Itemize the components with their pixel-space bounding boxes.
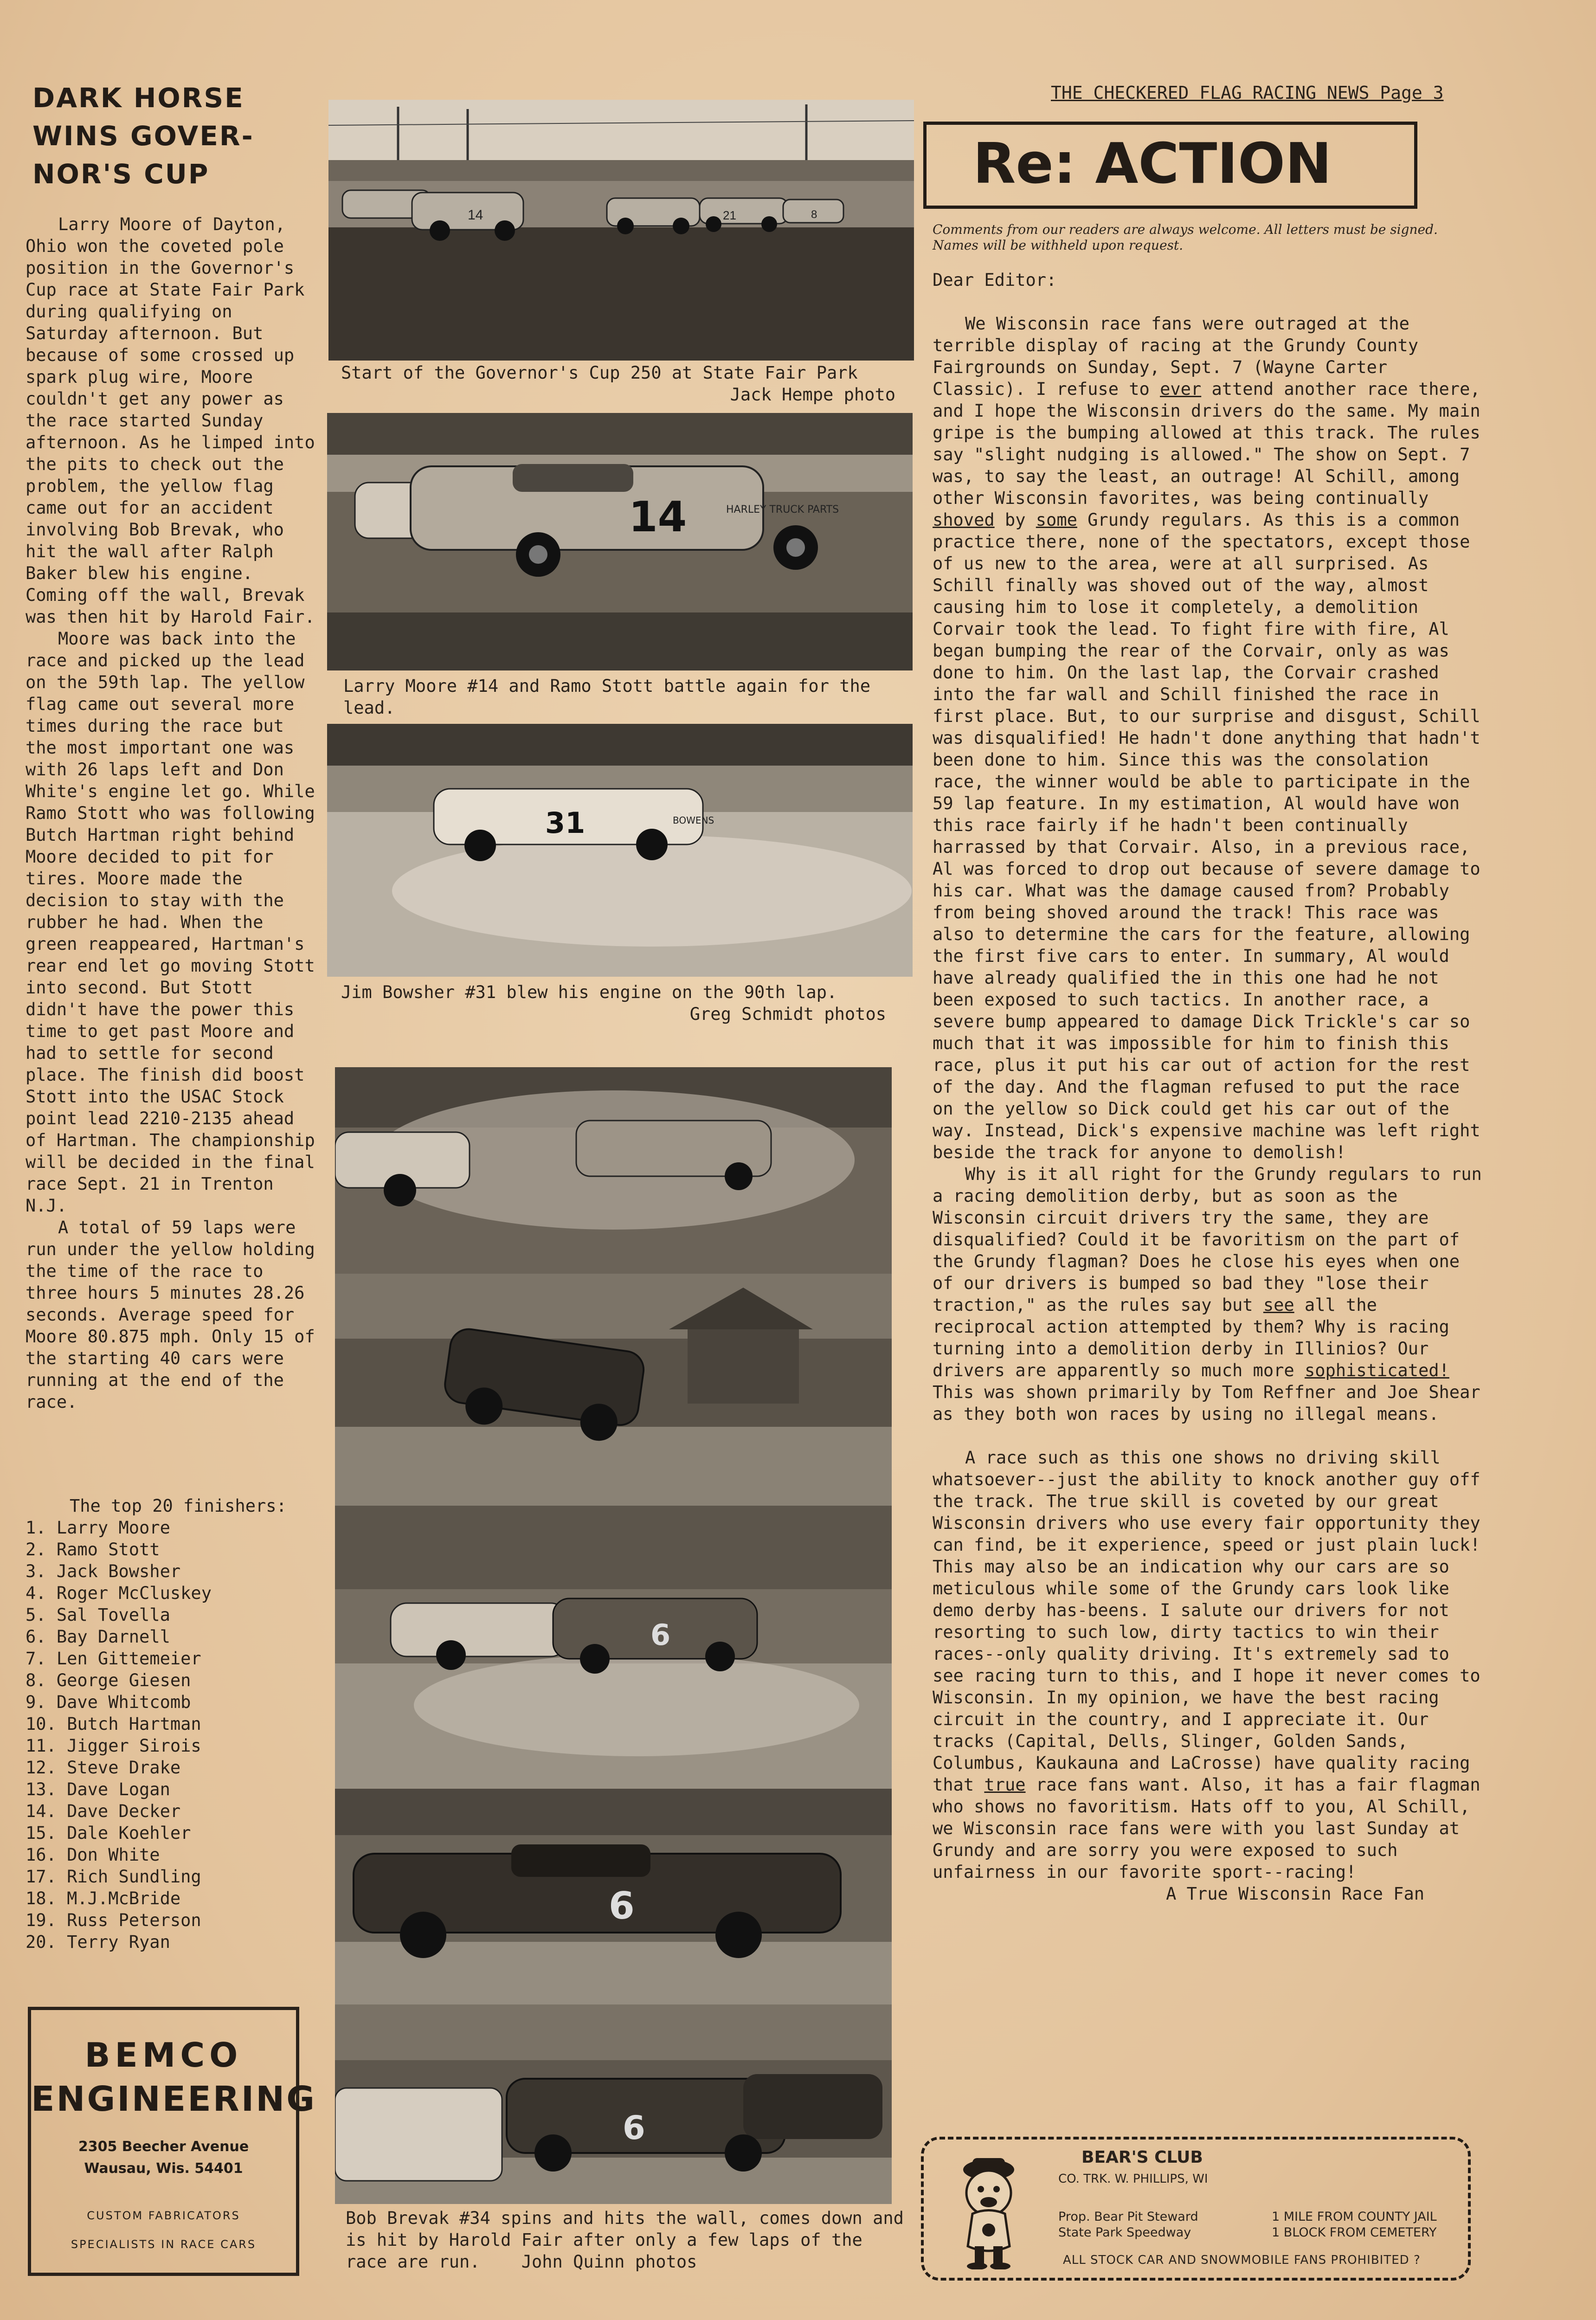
car-sponsor: HARLEY TRUCK PARTS bbox=[726, 504, 839, 516]
photo-sequence-4 bbox=[335, 1789, 892, 2004]
letter-body bbox=[933, 269, 1485, 1905]
finisher: 10. Butch Hartman bbox=[26, 1714, 201, 1734]
car-number: 8 bbox=[811, 208, 817, 221]
finisher: 4. Roger McCluskey bbox=[26, 1583, 212, 1603]
photo-caption bbox=[341, 362, 916, 406]
bears-club-title: BEAR'S CLUB bbox=[1081, 2148, 1203, 2167]
car-sponsor: BOWENS bbox=[673, 815, 714, 826]
photo-moore-stott bbox=[327, 413, 913, 670]
finisher: 11. Jigger Sirois bbox=[26, 1736, 201, 1756]
article-headline bbox=[32, 79, 292, 193]
finisher: 7. Len Gittemeier bbox=[26, 1649, 201, 1669]
car-number: 6 bbox=[623, 2109, 645, 2147]
photo-bowsher bbox=[327, 724, 913, 977]
photo-credit: John Quinn photos bbox=[521, 2252, 697, 2272]
finisher: 3. Jack Bowsher bbox=[26, 1561, 181, 1581]
photo-caption: Larry Moore #14 and Ramo Stott battle again for the lead. bbox=[343, 676, 871, 718]
bear-mascot-icon bbox=[945, 2156, 1037, 2269]
car-number: 14 bbox=[468, 207, 483, 223]
letter-salutation: Dear Editor: bbox=[933, 270, 1057, 290]
finisher: 9. Dave Whitcomb bbox=[26, 1692, 191, 1712]
article-paragraph: Larry Moore of Dayton, Ohio won the coveted pole position in the Governor's Cup race at State Fair Park during qualifying on Saturday afternoon. But because of some crossed up spark plug wire, Moore couldn't get any power as the race started Sunday afternoon. As he limped into the pits to check out the problem, the yellow flag came out for an accident involving Bob Brevak, who hit the wall after Ralph Baker blew his engine. Coming off the wall, Brevak was then hit by Harold Fair. bbox=[26, 214, 315, 627]
finisher: 19. Russ Peterson bbox=[26, 1910, 201, 1930]
bemco-ad bbox=[28, 2007, 316, 2276]
finisher: 8. George Giesen bbox=[26, 1670, 191, 1690]
letter-paragraph: A race such as this one shows no driving skill whatsoever--just the ability to knock another guy off the track. The true skill is coveted by our great Wisconsin drivers who use every fair opportunity they can find, be it experience, speed or just plain luck! This may also be an indication why our cars are so meticulous while some of the Grundy cars look like demo derby has-beens. I salute our drivers for not resorting to such low, dirty tactics to win their races--only quality driving. It's extremely sad to see racing turn to this, and I hope it never comes to Wisconsin. In my opinion, we have the best racing circuit in the country, and I appreciate it. Our tracks (Capital, Dells, Slinger, Golden Sands, Columbus, Kaukauna and LaCrosse) have quality racing that true race fans want. Also, it has a fair flagman who shows no favoritism. Hats off to you, Al Schill, we Wisconsin race fans were with you last Sunday at Grundy and are sorry you were exposed to such unfairness in our favorite sport--racing! bbox=[933, 1448, 1480, 1882]
photo-caption bbox=[341, 981, 912, 1025]
photo-sequence-5 bbox=[335, 2004, 892, 2204]
photo-credit: Greg Schmidt photos bbox=[689, 1004, 886, 1024]
photo-sequence-3 bbox=[335, 1506, 892, 1789]
finisher: 16. Don White bbox=[26, 1845, 160, 1865]
caption-text: Jim Bowsher #31 blew his engine on the 90th lap. bbox=[341, 982, 837, 1002]
bears-club-ad bbox=[921, 2137, 1471, 2281]
letters-title: Re: ACTION bbox=[923, 122, 1417, 209]
finisher: 2. Ramo Stott bbox=[26, 1540, 160, 1560]
photo-credit: Jack Hempe photo bbox=[730, 385, 895, 405]
caption-text: Bob Brevak #34 spins and hits the wall, comes down and is hit by Harold Fair after only a few laps of the race are run. bbox=[346, 2208, 904, 2272]
car-number: 6 bbox=[609, 1884, 635, 1927]
car-number: 31 bbox=[545, 806, 586, 840]
article-paragraph: Moore was back into the race and picked up the lead on the 59th lap. The yellow flag came out several more times during the race but the most important one was with 26 laps left and Don White's engine let go. While Ramo Stott who was following Butch Hartman right behind Moore decided to pit for tires. Moore made the decision to stay with the rubber he had. When the green reappeared, Hartman's rear end let go moving Stott into second. But Stott didn't have the power this time to get past Moore and had to settle for second place. The finish did boost Stott into the USAC Stock point lead 2210-2135 ahead of Hartman. The championship will be decided in the final race Sept. 21 in Trenton N.J. bbox=[26, 629, 315, 1216]
bemco-slogan-2: SPECIALISTS IN RACE CARS bbox=[71, 2238, 257, 2251]
photo-sequence-1 bbox=[335, 1067, 892, 1274]
caption-text: Start of the Governor's Cup 250 at State Fair Park bbox=[341, 363, 858, 383]
bemco-address: 2305 Beecher Avenue bbox=[78, 2139, 249, 2155]
finisher: 12. Steve Drake bbox=[26, 1758, 181, 1778]
bears-club-warning: ALL STOCK CAR AND SNOWMOBILE FANS PROHIBITED ? bbox=[1063, 2253, 1421, 2267]
letter-paragraph: We Wisconsin race fans were outraged at the terrible display of racing at the Grundy County Fairgrounds on Sunday, Sept. 7 (Wayne Carter Classic). I refuse to ever attend another race there, and I hope the Wisconsin drivers do the same. My main gripe is the bumping allowed at this track. The rules say "slight nudging is allowed." The show on Sept. 7 was, to say the least, an outrage! Al Schill, among other Wisconsin favorites, was being continually shoved by some Grundy regulars. As this is a common practice there, none of the spectators, except those of us new to the area, were at all surprised. As Schill finally was shoved out of the way, almost causing him to lose it completely, a demolition Corvair took the lead. To fight fire with fire, Al began bumping the rear of the Corvair, only as was done to him. On the last lap, the Corvair crashed into the far wall and Schill finished the race in first place. But, to our surprise and disgust, Schill was disqualified! He hadn't done anything that hadn't been done to him. Since this was the consolation race, the winner would be able to participate in the 59 lap feature. In my estimation, Al would have won this race fairly if he hadn't been continually harrassed by that Corvair. Also, in a previous race, Al was forced to drop out because of severe damage to his car. What was the damage caused from? Probably from being shoved around the track! This race was also to determine the cars for the feature, allowing the first five cars to enter. In summary, Al would have already qualified the in this one had he not been exposed to such tactics. In another race, a severe bump appeared to damage Dick Trickle's car so much that it was impossible for him to finish this race, plus it put his car out of action for the rest of the day. And the flagman refused to put the race on the yellow so Dick could get his car out of the way. Instead, Dick's expensive machine was left right beside the track for anyone to demolish! bbox=[933, 314, 1480, 1162]
finisher: 15. Dale Koehler bbox=[26, 1823, 191, 1843]
headline-line: DARK HORSE bbox=[32, 82, 245, 114]
finisher: 13. Dave Logan bbox=[26, 1779, 170, 1799]
bears-club-left: Prop. Bear Pit Steward State Park Speedway bbox=[1058, 2210, 1198, 2240]
finisher: 20. Terry Ryan bbox=[26, 1932, 170, 1952]
bemco-name: BEMCO bbox=[84, 2036, 243, 2075]
bemco-city: Wausau, Wis. 54401 bbox=[84, 2160, 243, 2177]
running-head: THE CHECKERED FLAG RACING NEWS Page 3 bbox=[1051, 83, 1444, 103]
finisher: 1. Larry Moore bbox=[26, 1518, 170, 1538]
photo-caption bbox=[346, 2207, 907, 2273]
article-body bbox=[26, 213, 322, 1413]
headline-line: NOR'S CUP bbox=[32, 158, 210, 190]
bears-club-right: 1 MILE FROM COUNTY JAIL 1 BLOCK FROM CEMETERY bbox=[1272, 2210, 1437, 2240]
bemco-slogan: CUSTOM FABRICATORS bbox=[87, 2209, 240, 2222]
headline-line: WINS GOVER- bbox=[32, 120, 254, 152]
finishers-list bbox=[26, 1495, 322, 1953]
finisher: 18. M.J.McBride bbox=[26, 1888, 181, 1908]
bears-club-location: CO. TRK. W. PHILLIPS, WI bbox=[1058, 2172, 1208, 2186]
finisher: 14. Dave Decker bbox=[26, 1801, 181, 1821]
bemco-name-2: ENGINEERING bbox=[31, 2079, 316, 2119]
car-number: 21 bbox=[723, 208, 736, 222]
photo-race-start bbox=[328, 100, 914, 361]
article-paragraph: A total of 59 laps were run under the yellow holding the time of the race to three hours 5 minutes 28.26 seconds. Average speed for Moore 80.875 mph. Only 15 of the starting 40 cars were running at the end of the race. bbox=[26, 1218, 315, 1412]
photo-sequence-2 bbox=[335, 1274, 892, 1506]
finisher: 6. Bay Darnell bbox=[26, 1627, 170, 1647]
letter-signature: A True Wisconsin Race Fan bbox=[1166, 1884, 1424, 1904]
letter-paragraph: Why is it all right for the Grundy regulars to run a racing demolition derby, but as soon as the Wisconsin circuit drivers try the same, they are disqualified? Could it be favoritism on the part of the Grundy flagman? Does he close his eyes when one of our drivers is bumped so bad they "lose their traction," as the rules say but see all the reciprocal action attempted by them? Why is racing turning into a demolition derby in Illinios? Our drivers are apparently so much more sophisticated! This was shown primarily by Tom Reffner and Joe Shear as they both won races by using no illegal means. bbox=[933, 1164, 1482, 1424]
car-number: 14 bbox=[629, 493, 687, 541]
finisher: 5. Sal Tovella bbox=[26, 1605, 170, 1625]
car-number: 6 bbox=[650, 1618, 671, 1652]
letters-note: Comments from our readers are always welcome. All letters must be signed. Names will be withheld upon request. bbox=[933, 222, 1438, 253]
finishers-header: The top 20 finishers: bbox=[70, 1496, 287, 1516]
finisher: 17. Rich Sundling bbox=[26, 1867, 201, 1887]
